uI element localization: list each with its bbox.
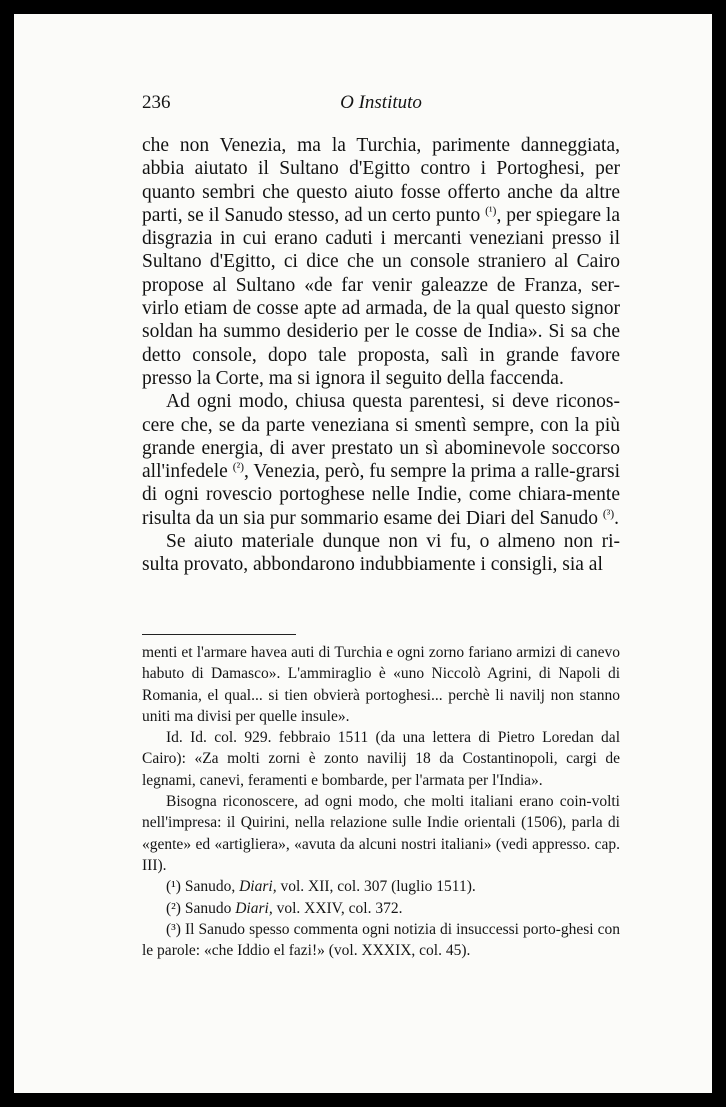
footnote-3 [142,919,620,962]
body-text: . [614,507,620,529]
footnote-separator [142,634,296,635]
body-text: che non Venezia, ma la Turchia, parimente danneggiata, abbia aiutato il Sultano d'Egitto contro i Portoghesi, per quanto sembri che questo aiuto fosse offerto anche da altre parti, se il Sanudo stesso, ad un certo punto [142,135,620,226]
footnote-work-title: Diari, [235,899,273,917]
footnote-continuation: menti et l'armare havea auti di Turchia e ogni zorno fariano armizi di canevo habuto di Damasco». L'ammiraglio è «uno Niccolò Agrini, di Napoli di Romania, el qual... si tien obvierà portoghesi... perchè li navilj non stanno uniti ma divisi per quelle insule». [142,644,620,725]
footnote-1 [142,876,620,897]
footnote-text: Il Sanudo spesso commenta ogni notizia di insuccessi porto-ghesi con le parole: «che Iddio el fazi!» (vol. XXXIX, col. 45). [142,920,620,960]
footnote-text: vol. XII, col. 307 (luglio 1511). [276,878,476,896]
body-paragraph-1 [142,134,620,390]
footnote-id-paragraph: Id. Id. col. 929. febbraio 1511 (da una lettera di Pietro Loredan dal Cairo): «Za molti zorni è zonto navilij 18 da Costantinopoli, cargi de legnami, canevi, feramenti e bombarde, per l'armata per l'India». [142,729,620,789]
body-paragraph-3: Se aiuto materiale dunque non vi fu, o almeno non ri-sulta provato, abbondarono indubbiamente i consigli, sia al [142,531,620,576]
footnote-ref-2: (²) [232,460,244,474]
main-text [142,134,620,577]
book-page [14,14,712,1093]
running-head [142,92,620,116]
footnote-marker-1: (¹) [166,878,181,896]
footnote-text: Sanudo, [180,878,240,896]
footnote-text: Sanudo [180,899,236,917]
page-number: 236 [142,92,171,113]
body-text: , per spiegare la disgrazia in cui erano caduti i mercanti veneziani presso il Sultano d'Egitto, ci dice che un console straniero al Cairo propose al Sultano «de far venir galeazze de Franza, ser-virlo etiam de cosse apte ad armada, de la qual questo signor soldan ha summo desiderio per le cosse de India». Si sa che detto console, dopo tale proposta, salì in grande favore presso la Corte, ma si ignora il seguito della faccenda. [142,204,620,389]
footnote-work-title: Diari, [239,878,277,896]
footnote-ref-3: (³) [602,507,615,521]
footnote-marker-3: (³) [166,920,181,938]
footnote-ref-1: (¹) [485,204,497,218]
body-paragraph-2 [142,390,620,530]
body-text: Ad ogni modo, chiusa questa parentesi, si deve riconos-cere che, se da parte veneziana si smentì sempre, con la più grande energia, di aver prestato un sì abominevole soccorso all'infedele [142,391,620,483]
footnote-text: vol. XXIV, col. 372. [272,899,403,917]
footnotes [142,642,620,961]
journal-title: O Instituto [340,92,422,113]
footnote-bisogna-paragraph: Bisogna riconoscere, ad ogni modo, che molti italiani erano coin-volti nell'impresa: il Quirini, nella relazione sulle Indie orientali (1506), parla di «gente» ed «artigliera», «avuta da alcuni nostri italiani» (vedi appresso. cap. III). [142,793,620,874]
body-text: , Venezia, però, fu sempre la prima a ralle-grarsi di ogni rovescio portoghese nelle Indie, come chiara-mente risulta da un sia pur sommario esame dei Diari del Sanudo [142,461,620,529]
footnote-marker-2: (²) [166,899,181,917]
footnote-2 [142,898,620,919]
